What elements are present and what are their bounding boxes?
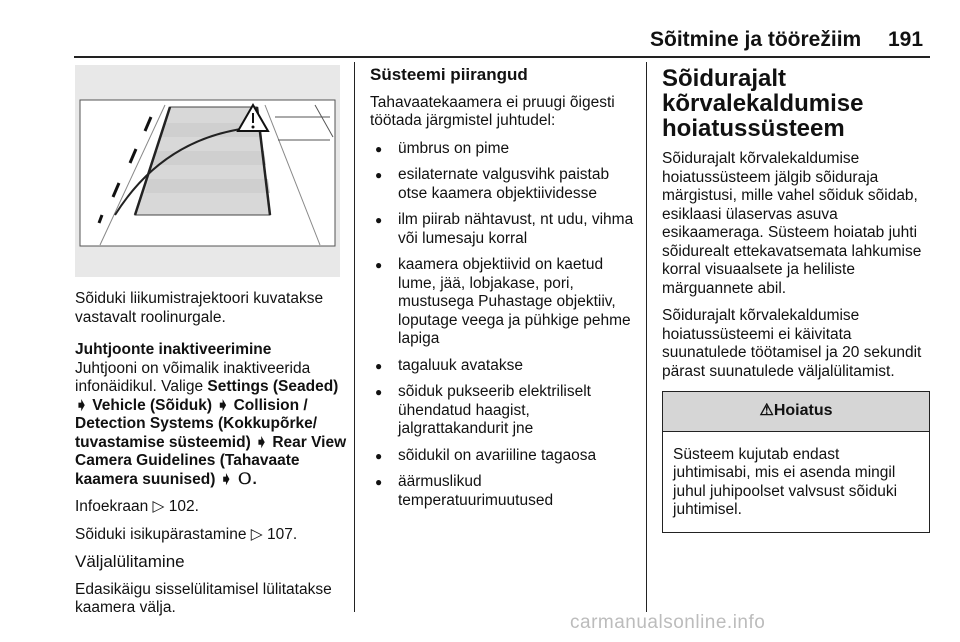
page-number: 191 — [888, 28, 924, 51]
camera-guidelines-illustration — [75, 65, 340, 277]
limitations-intro: Tahavaatekaamera ei pruugi õigesti töötada järgmistel juhtudel: — [370, 93, 615, 129]
list-item: ● ümbrus on pime — [370, 140, 636, 159]
warning-triangle-icon: ⚠ — [759, 402, 774, 419]
header-divider — [74, 56, 930, 58]
list-item: ● ilm piirab nähtavust, nt udu, vihma või lumesaju korral — [370, 211, 636, 248]
column-divider-2 — [646, 62, 647, 612]
reference-personalisation: Sõiduki isikupärastamine ▷ 107. — [75, 525, 298, 543]
watermark: carmanualsonline.info — [570, 612, 766, 633]
section-heading-limitations: Süsteemi piirangud — [370, 65, 528, 84]
list-item: ● kaamera objektiivid on kaetud lume, jää, lobjakase, pori, mustusega Puhastage objektiiv, loputage veega ja pühkige pehme lapiga — [370, 256, 636, 349]
section-heading-lane-departure: Sõidurajalt kõrvalekaldumise hoiatussüsteem — [662, 65, 864, 142]
camera-guidelines-drawing — [75, 65, 340, 277]
section-heading-inactivate: Juhtjoonte inaktiveerimine — [75, 341, 272, 358]
warning-title: Hoiatus — [773, 402, 833, 419]
warning-header — [663, 392, 929, 432]
figure-caption: Sõiduki liikumistrajektoori kuvatakse vastavalt roolinurgale. — [75, 290, 324, 326]
reference-infodisplay: Infoekraan ▷ 102. — [75, 498, 199, 515]
settings-path: Settings (Seaded) ➧ Vehicle (Sõiduk) ➧ Collision / Detection Systems (Kokkupõrke/ tuvastamise süsteemid) ➧ Rear View Camera Guidelines (Tahavaate kaamera suunised) ➧ Ｏ. — [75, 378, 347, 488]
inactivate-text: Juhtjooni on võimalik inaktiveerida infonäidikul. Valige — [75, 359, 311, 395]
warning-box — [662, 391, 930, 533]
list-item: ● sõiduk pukseerib elektriliselt ühendatud haagist, jalgrattakandurit jne — [370, 383, 636, 439]
warning-text: Süsteem kujutab endast juhtimisabi, mis ei asenda mingil juhul juhipoolset valvsust sõiduki juhtimisel. — [673, 445, 898, 518]
list-item: ● äärmuslikud temperatuurimuutused — [370, 473, 636, 510]
column-divider-1 — [354, 62, 355, 612]
list-item: ● esilaternate valgusvihk paistab otse kaamera objektiividesse — [370, 166, 636, 203]
column-3 — [662, 66, 930, 533]
section-heading-switch-off: Väljalülitamine — [75, 552, 185, 571]
page-header-title: Sõitmine ja töörežiim — [650, 28, 862, 51]
lane-departure-activation: Sõidurajalt kõrvalekaldumise hoiatussüsteemi ei käivitata suunatulede töötamisel ja 20 sekundit pärast suunatulede väljalülitamist. — [662, 307, 922, 380]
column-2 — [370, 66, 636, 518]
list-item: ● tagaluuk avatakse — [370, 357, 636, 376]
column-1 — [75, 290, 350, 627]
limitations-list — [370, 140, 636, 511]
list-item: ● sõidukil on avariiline tagaosa — [370, 447, 636, 466]
inactivate-instructions — [75, 360, 350, 490]
switch-off-text: Edasikäigu sisselülitamisel lülitatakse kaamera välja. — [75, 580, 332, 616]
lane-departure-description: Sõidurajalt kõrvalekaldumise hoiatussüsteem jälgib sõiduraja märgistusi, mille vahel sõiduk sõidab, esiklaasi ülaservas asuva esikaameraga. Süsteem hoiatab juhti sõidurealt ettekavatsemata lahkumise korral visuaalsete ja heliliste märguannete abil. — [662, 150, 922, 297]
